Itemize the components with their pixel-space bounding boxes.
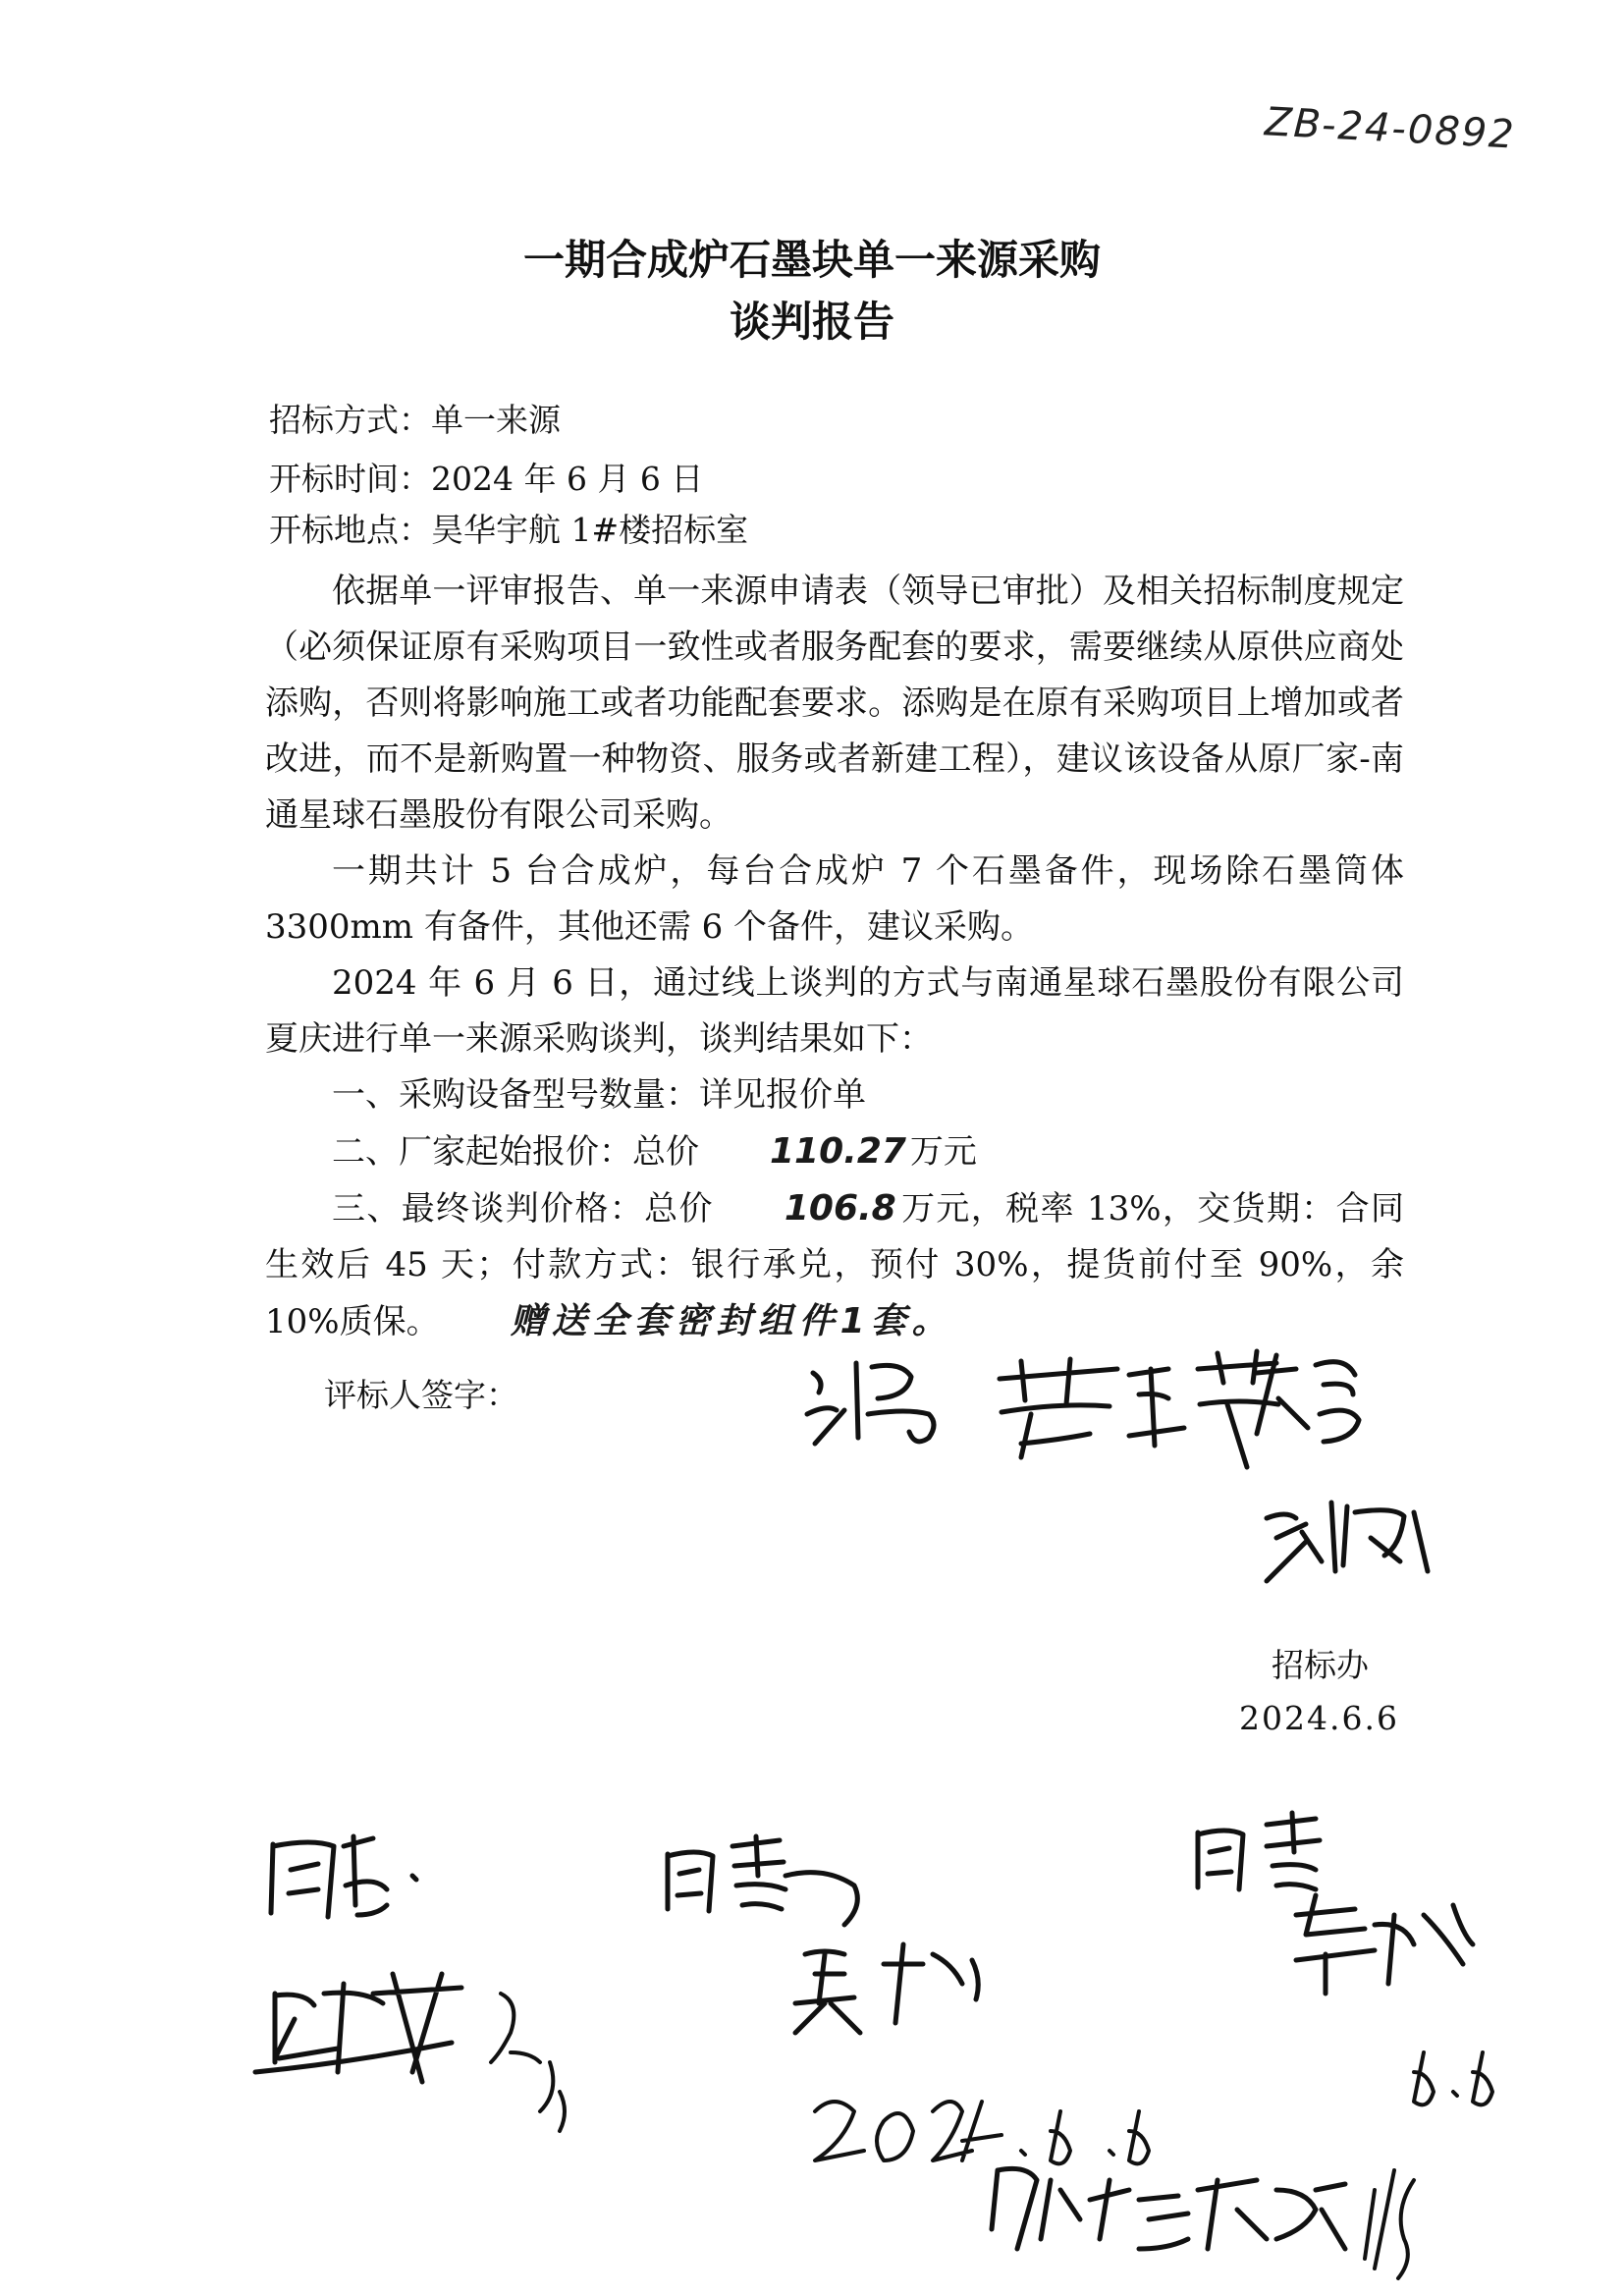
result-item-2-prefix: 二、厂家起始报价：总价 [332,1132,699,1172]
bidding-method-row [269,401,561,440]
document-subtitle: 谈判报告 [729,298,894,346]
issuing-office: 招标办 [1272,1646,1369,1684]
approval-2 [668,1836,857,1925]
opening-place-row [269,511,748,550]
opening-time-value: 2024 年 6 月 6 日 [431,460,704,498]
document-title: 一期合成炉石墨块单一来源采购 [522,236,1101,284]
approval-signature-1 [255,1974,565,2131]
opening-place-label: 开标地点： [269,511,431,549]
handwritten-final-price: 106.8 [784,1188,896,1229]
result-item-2-suffix: 万元 [909,1132,977,1172]
result-item-3-prefix: 三、最终谈判价格：总价 [332,1189,714,1229]
approval-3 [1198,1813,1320,1889]
approval-signature-4 [992,2168,1414,2278]
approval-signature-3 [1296,1895,1492,2105]
result-item-1: 一、采购设备型号数量：详见报价单 [332,1075,866,1115]
evaluator-signature-4 [1267,1503,1428,1581]
opening-time-row [269,460,703,499]
handwritten-gift-note: 赠送全套密封组件1套。 [510,1301,953,1341]
handwritten-initial-price: 110.27 [770,1131,906,1172]
bidding-method-value: 单一来源 [431,401,561,439]
result-item-3-suffix: 万元，税率 13%，交货期：合同生效后 45 天；付款方式：银行承兑，预付 30%，提货前付至 90%，余 10%质保。 [265,1189,1404,1341]
result-item-2 [265,1123,1404,1180]
document-code: ZB-24-0892 [1263,99,1517,158]
evaluator-signature-1 [807,1363,934,1444]
bidding-method-label: 招标方式： [269,401,431,439]
result-item-3 [265,1180,1404,1350]
report-body [265,564,1404,1350]
evaluator-signature-3 [1257,1355,1359,1442]
opening-time-label: 开标时间： [269,460,431,498]
approval-signature-2 [795,1944,1149,2163]
paragraph-basis: 依据单一评审报告、单一来源申请表（领导已审批）及相关招标制度规定（必须保证原有采购项目一致性或者服务配套的要求，需要继续从原供应商处添购，否则将影响施工或者功能配套要求。添购是在原有采购项目上增加或者改进，而不是新购置一种物资、服务或者新建工程），建议该设备从原厂家-南通星球石墨股份有限公司采购。 [265,572,1404,835]
paragraph-quantity: 一期共计 5 台合成炉，每台合成炉 7 个石墨备件，现场除石墨筒体 3300mm 有备件，其他还需 6 个备件，建议采购。 [265,851,1404,947]
evaluator-signature-2 [1000,1351,1278,1467]
approval-1 [271,1836,416,1917]
paragraph-negotiation: 2024 年 6 月 6 日，通过线上谈判的方式与南通星球石墨股份有限公司夏庆进行单一来源采购谈判，谈判结果如下： [265,963,1404,1059]
opening-place-value: 昊华宇航 1#楼招标室 [431,511,749,549]
evaluator-signature-label: 评标人签字： [324,1376,518,1414]
issue-date: 2024.6.6 [1239,1699,1399,1737]
